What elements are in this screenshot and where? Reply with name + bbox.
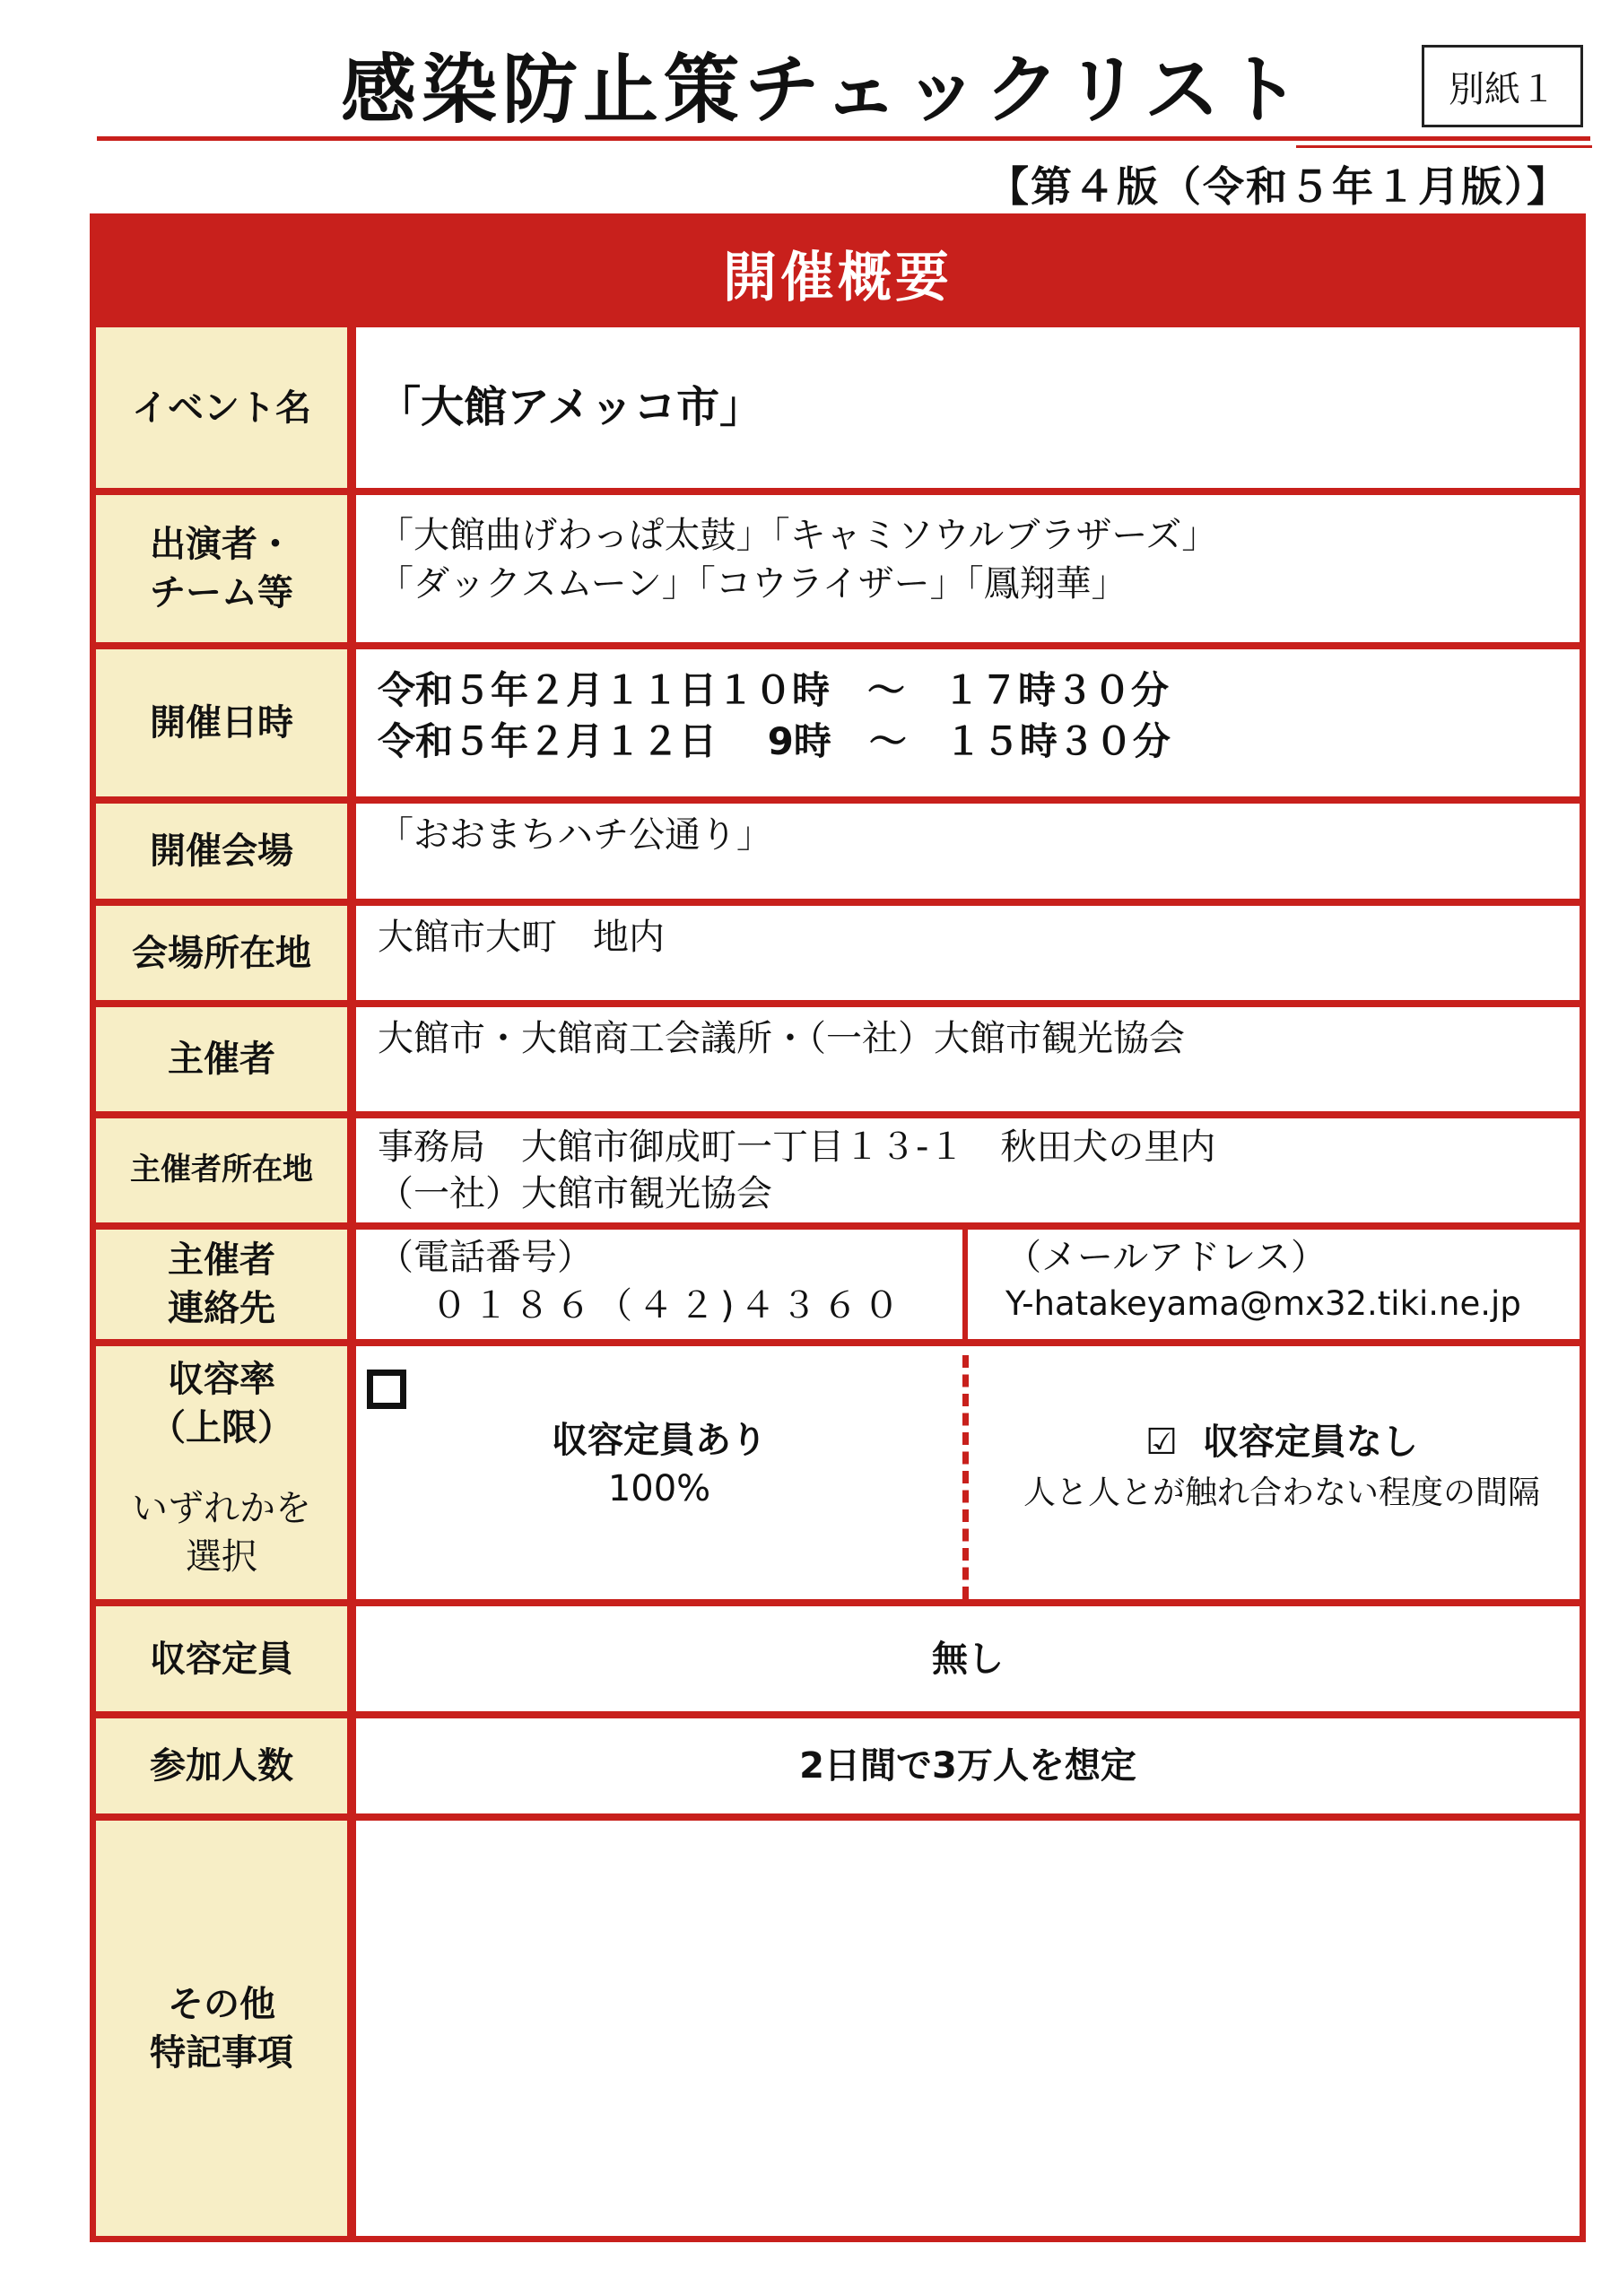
value-capacity-rate [356,1339,1580,1599]
capacity-limited-title: 収容定員あり [552,1420,767,1461]
label-capacity-rate [96,1339,347,1599]
row-capacity-rate [96,1339,1580,1599]
label-performers [96,488,347,642]
event-name-text: 「大館アメッコ市」 [378,382,763,433]
datetime-line2: 令和５年２月１２日 9時 ～ １５時３０分 [378,718,1171,763]
label-contact-line2: 連絡先 [168,1288,275,1329]
row-venue-address [96,899,1580,1000]
label-event-name: イベント名 [96,320,347,488]
label-capacity-rate-line2: （上限） [150,1407,293,1448]
contact-phone-label: （電話番号） [378,1237,593,1278]
value-performers [356,488,1580,642]
row-notes [96,1813,1580,2236]
checklist-table [90,213,1586,2242]
label-capacity-rate-line3: いずれかを [132,1488,311,1529]
row-performers [96,488,1580,642]
label-attendance: 参加人数 [96,1711,347,1813]
option-capacity-none[interactable] [984,1346,1580,1599]
value-datetime [356,642,1580,796]
section-header: 開催概要 [96,220,1580,327]
label-capacity: 収容定員 [96,1599,347,1711]
contact-mail: Y-hatakeyama@mx32.tiki.ne.jp [1005,1284,1521,1323]
row-organizer [96,1000,1580,1111]
organizer-address-line2: （一社）大館市観光協会 [378,1173,772,1214]
title-underline-secondary [1296,145,1592,148]
capacity-option-divider [962,1355,969,1599]
contact-phone-cell [356,1230,962,1339]
label-organizer: 主催者 [96,1000,347,1111]
attachment-badge: 別紙１ [1422,45,1583,127]
contact-mail-label: （メールアドレス） [1005,1237,1327,1278]
label-notes [96,1813,347,2236]
edition-label: 【第４版（令和５年１月版）】 [988,162,1570,211]
contact-mail-cell [984,1230,1580,1339]
label-capacity-rate-line1: 収容率 [168,1359,275,1400]
document-title: 感染防止策チェックリスト [341,46,1306,134]
title-underline [97,136,1590,141]
value-venue-address: 大館市大町 地内 [356,899,1580,1000]
label-notes-line2: 特記事項 [150,2031,293,2074]
value-organizer: 大館市・大館商工会議所・（一社）大館市観光協会 [356,1000,1580,1111]
row-capacity [96,1599,1580,1711]
label-contact-line1: 主催者 [168,1239,275,1281]
capacity-none-desc: 人と人とが触れ合わない程度の間隔 [1023,1474,1540,1511]
label-performers-line1: 出演者・ [150,524,293,565]
label-capacity-rate-line4: 選択 [186,1536,257,1578]
capacity-none-checkbox[interactable]: ☑ [1145,1422,1178,1463]
contact-phone: ０１８６（４２)４３６０ [431,1285,905,1326]
value-venue: 「おおまちハチ公通り」 [356,796,1580,899]
label-organizer-address: 主催者所在地 [96,1111,347,1222]
label-performers-line2: チーム等 [150,572,293,613]
performers-line1: 「大館曲げわっぱ太鼓」「キャミソウルブラザーズ」 [378,515,1218,556]
value-contact [356,1222,1580,1339]
value-capacity: 無し [356,1599,1580,1711]
value-attendance: 2日間で3万人を想定 [356,1711,1580,1813]
capacity-limited-value: 100% [607,1468,711,1509]
row-venue [96,796,1580,899]
option-capacity-limited[interactable] [356,1346,962,1599]
capacity-limited-checkbox[interactable] [367,1370,406,1409]
label-venue-address: 会場所在地 [96,899,347,1000]
datetime-line1: 令和５年２月１１日１０時 ～ １７時３０分 [378,668,1170,712]
performers-line2: 「ダックスムーン」「コウライザー」「鳳翔華」 [378,563,1127,604]
label-venue: 開催会場 [96,796,347,899]
value-organizer-address [356,1111,1580,1222]
row-organizer-address [96,1111,1580,1222]
value-notes[interactable] [356,1813,1580,2236]
organizer-address-line1: 事務局 大館市御成町一丁目１３-１ 秋田犬の里内 [378,1126,1216,1168]
row-event-name [96,320,1580,488]
capacity-none-title: 収容定員なし [1202,1422,1418,1463]
label-datetime: 開催日時 [96,642,347,796]
label-contact [96,1222,347,1339]
label-notes-line1: その他 [168,1983,275,2025]
value-event-name [356,320,1580,488]
row-datetime [96,642,1580,796]
row-contact [96,1222,1580,1339]
row-attendance [96,1711,1580,1813]
contact-divider [962,1230,968,1339]
